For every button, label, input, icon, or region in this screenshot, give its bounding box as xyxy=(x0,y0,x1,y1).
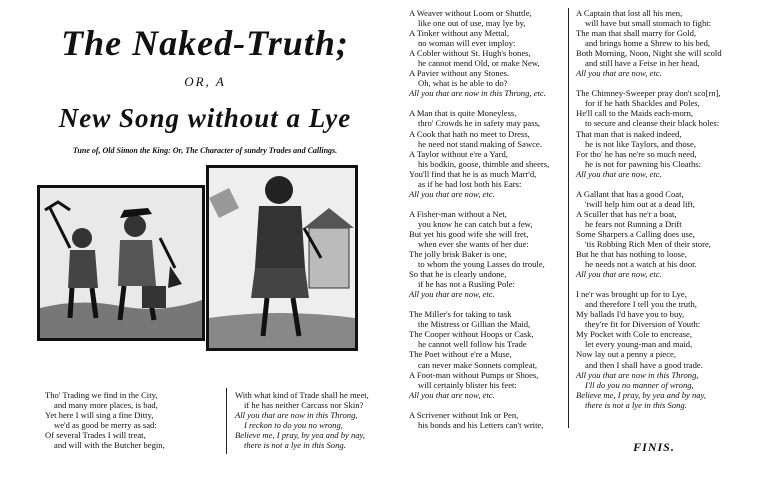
verse-line: Tho' Trading we find in the City, xyxy=(45,390,158,400)
verse-line: and will with the Butcher begin, xyxy=(54,440,165,451)
verse-line: let every young-man and maid, xyxy=(585,339,693,350)
verse-line: All you that are now in this Throng, etc. xyxy=(409,88,546,99)
verse-line: But yet his good wife she will fret, xyxy=(409,228,529,239)
verse-line: you know he can catch but a few, xyxy=(418,218,533,229)
verse-line: will have but small stomach to fight: xyxy=(585,18,712,29)
verse-line: I reckon to do you no wrong, xyxy=(244,420,343,431)
verse-line: All you that are now in this Throng, xyxy=(235,410,358,421)
verse-line: we'd as good be merry as sad: xyxy=(54,420,157,431)
stanza-gap xyxy=(409,299,549,309)
verse-line: and therefore I tell you the truth, xyxy=(585,299,697,310)
verse-line: can never make Sonnets compleat, xyxy=(418,359,538,370)
verse-line: A Foot-man without Pumps or Shoes, xyxy=(409,369,539,380)
verse-line: A Gallant that has a good Coat, xyxy=(576,188,684,199)
tune-line: Tune of, Old Simon the King: Or, The Character of sundry Trades and Callings. xyxy=(72,146,338,155)
verse-line: The Cooper without Hoops or Cask, xyxy=(409,329,534,340)
verse-line: they're fit for Diversion of Youth: xyxy=(585,319,701,330)
verse-line: All you that are now, etc. xyxy=(409,289,495,300)
verse-line: A Tinker without any Mettal, xyxy=(409,28,510,39)
verse-line: All you that are now, etc. xyxy=(409,389,495,400)
verse-line: he is not like Taylors, and those, xyxy=(585,138,696,149)
stanza-gap xyxy=(409,98,549,108)
verse-line: For tho' he has ne're so much need, xyxy=(576,148,697,159)
verse-line: A Fisher-man without a Net, xyxy=(409,208,507,219)
verse-line: he cannot mend Old, or make New, xyxy=(418,58,540,69)
column-divider xyxy=(568,8,569,428)
stanza-gap xyxy=(409,199,549,209)
verse-line: 'twill help him out at a dead lift, xyxy=(585,198,695,209)
verse-line: A Pavier without any Stones. xyxy=(409,68,510,79)
verse-line: The Poet without e're a Muse, xyxy=(409,349,512,360)
verse-line: he fears not Running a Drift xyxy=(585,218,682,229)
stanza-gap xyxy=(576,279,722,289)
verse-line: and brings home a Shrew to his bed, xyxy=(585,38,711,49)
verse-line: will certainly blister his feet: xyxy=(418,379,517,390)
verse-line: With what kind of Trade shall he meet, xyxy=(235,390,369,400)
verse-line: I ne'r was brought up for to Lye, xyxy=(576,289,687,300)
verse-line: All you that are now, etc. xyxy=(576,168,662,179)
verse-line: he is not for pawning his Cloaths: xyxy=(585,158,702,169)
verse-line: Some Sharpers a Calling does use, xyxy=(576,228,695,239)
verse-line: But he that has nothing to loose, xyxy=(576,249,687,260)
verse-line: All you that are now in this Throng, xyxy=(576,369,699,380)
verse-column-3 xyxy=(409,8,549,430)
ballad-subtitle: New Song without a Lye xyxy=(58,103,352,133)
verse-line: A Scrivener without Ink or Pen, xyxy=(409,409,519,420)
title-connector: OR, A xyxy=(184,74,226,89)
verse-line: his bodkin, goose, thimble and sheers, xyxy=(418,158,550,169)
verse-line: he need not stand making of Sawce. xyxy=(418,138,542,149)
verse-line: 'tis Robbing Rich Men of their store, xyxy=(585,238,711,249)
verse-line: Oh, what is he able to do? xyxy=(418,78,508,89)
verse-line: Believe me, I pray, by yea and by nay, xyxy=(576,389,707,400)
verse-line: The Chimney-Sweeper pray don't sco[rn], xyxy=(576,88,721,99)
verse-line: he cannot well follow his Trade xyxy=(418,339,527,350)
verse-line: The Miller's for taking to task xyxy=(409,309,512,320)
verse-line: My ballads I'd have you to buy, xyxy=(576,309,685,320)
verse-line: A Man that is quite Moneyless, xyxy=(409,108,517,119)
verse-line: You'll find that he is as much Marr'd, xyxy=(409,168,537,179)
verse-line: Now lay out a penny a piece, xyxy=(576,349,676,360)
verse-line: A Cobler without St. Hugh's bones, xyxy=(409,48,531,59)
woodcut-gentleman-image xyxy=(206,165,358,351)
verse-line: That man that is naked indeed, xyxy=(576,128,682,139)
verse-line: when ever she wants of her due: xyxy=(418,238,529,249)
verse-line: as if he had lost both his Ears: xyxy=(418,178,522,189)
verse-line: to secure and cleanse their black holes: xyxy=(585,118,720,129)
verse-line: the Mistress or Gillian the Maid, xyxy=(418,319,531,330)
verse-line: A Weaver without Loom or Shuttle, xyxy=(409,8,532,18)
finis-mark: FINIS. xyxy=(633,440,675,454)
column-divider xyxy=(226,388,227,454)
verse-line: and many more places, is bad, xyxy=(54,400,158,411)
verse-line: So that he is clearly undone, xyxy=(409,269,507,280)
verse-line: and still have a Feise in her head, xyxy=(585,58,700,69)
verse-line: A Captain that lost all his men, xyxy=(576,8,683,18)
verse-column-4 xyxy=(576,8,722,410)
stanza-gap xyxy=(576,179,722,189)
verse-line: if he has not a Rusling Pole: xyxy=(418,279,515,290)
verse-line: if he has neither Carcass nor Skin? xyxy=(244,400,364,411)
verse-line: for if he hath Shackles and Poles, xyxy=(585,98,700,109)
verse-line: Yet here I will sing a fine Ditty, xyxy=(45,410,154,421)
verse-column-2 xyxy=(235,390,369,450)
verse-line: his bonds and his Letters can't write, xyxy=(418,419,544,430)
stanza-gap xyxy=(409,400,549,410)
verse-line: he needs not a watch at his door. xyxy=(585,259,697,270)
verse-line: like one out of use, may lye by, xyxy=(418,18,526,29)
verse-line: All you that are now, etc. xyxy=(576,269,662,280)
verse-line: A Taylor without e're a Yard, xyxy=(409,148,508,159)
verse-line: I'll do you no manner of wrong, xyxy=(585,379,694,390)
stanza-gap xyxy=(576,78,722,88)
verse-line: thro' Crowds he in safety may pass, xyxy=(418,118,541,129)
verse-line: there is not a lye in this Song. xyxy=(585,399,687,410)
verse-line: to whom the young Lasses do troule, xyxy=(418,259,545,270)
verse-line: and then I shall have a good trade. xyxy=(585,359,703,370)
verse-line: A Cook that hath no meet to Dress, xyxy=(409,128,530,139)
verse-line: Of several Trades I will treat, xyxy=(45,430,146,441)
woodcut-tradesmen-image xyxy=(37,185,205,341)
verse-line: Both Morning, Noon, Night she will scold xyxy=(576,48,722,59)
verse-line: no woman will ever imploy: xyxy=(418,38,516,49)
verse-line: A Sculler that has ne'r a boat, xyxy=(576,208,677,219)
verse-line: My Pocket with Cole to encrease, xyxy=(576,329,692,340)
verse-line: All you that are now, etc. xyxy=(409,188,495,199)
verse-line: The jolly brisk Baker is one, xyxy=(409,249,507,260)
ballad-title: The Naked-Truth; xyxy=(61,23,349,63)
verse-line: All you that are now, etc. xyxy=(576,68,662,79)
verse-line: The man that shall marry for Gold, xyxy=(576,28,697,39)
verse-line: Believe me, I pray, by yea and by nay, xyxy=(235,430,366,441)
verse-line: there is not a lye in this Song. xyxy=(244,440,346,451)
verse-column-1 xyxy=(45,390,165,450)
verse-line: He'll call to the Maids each-morn, xyxy=(576,108,694,119)
